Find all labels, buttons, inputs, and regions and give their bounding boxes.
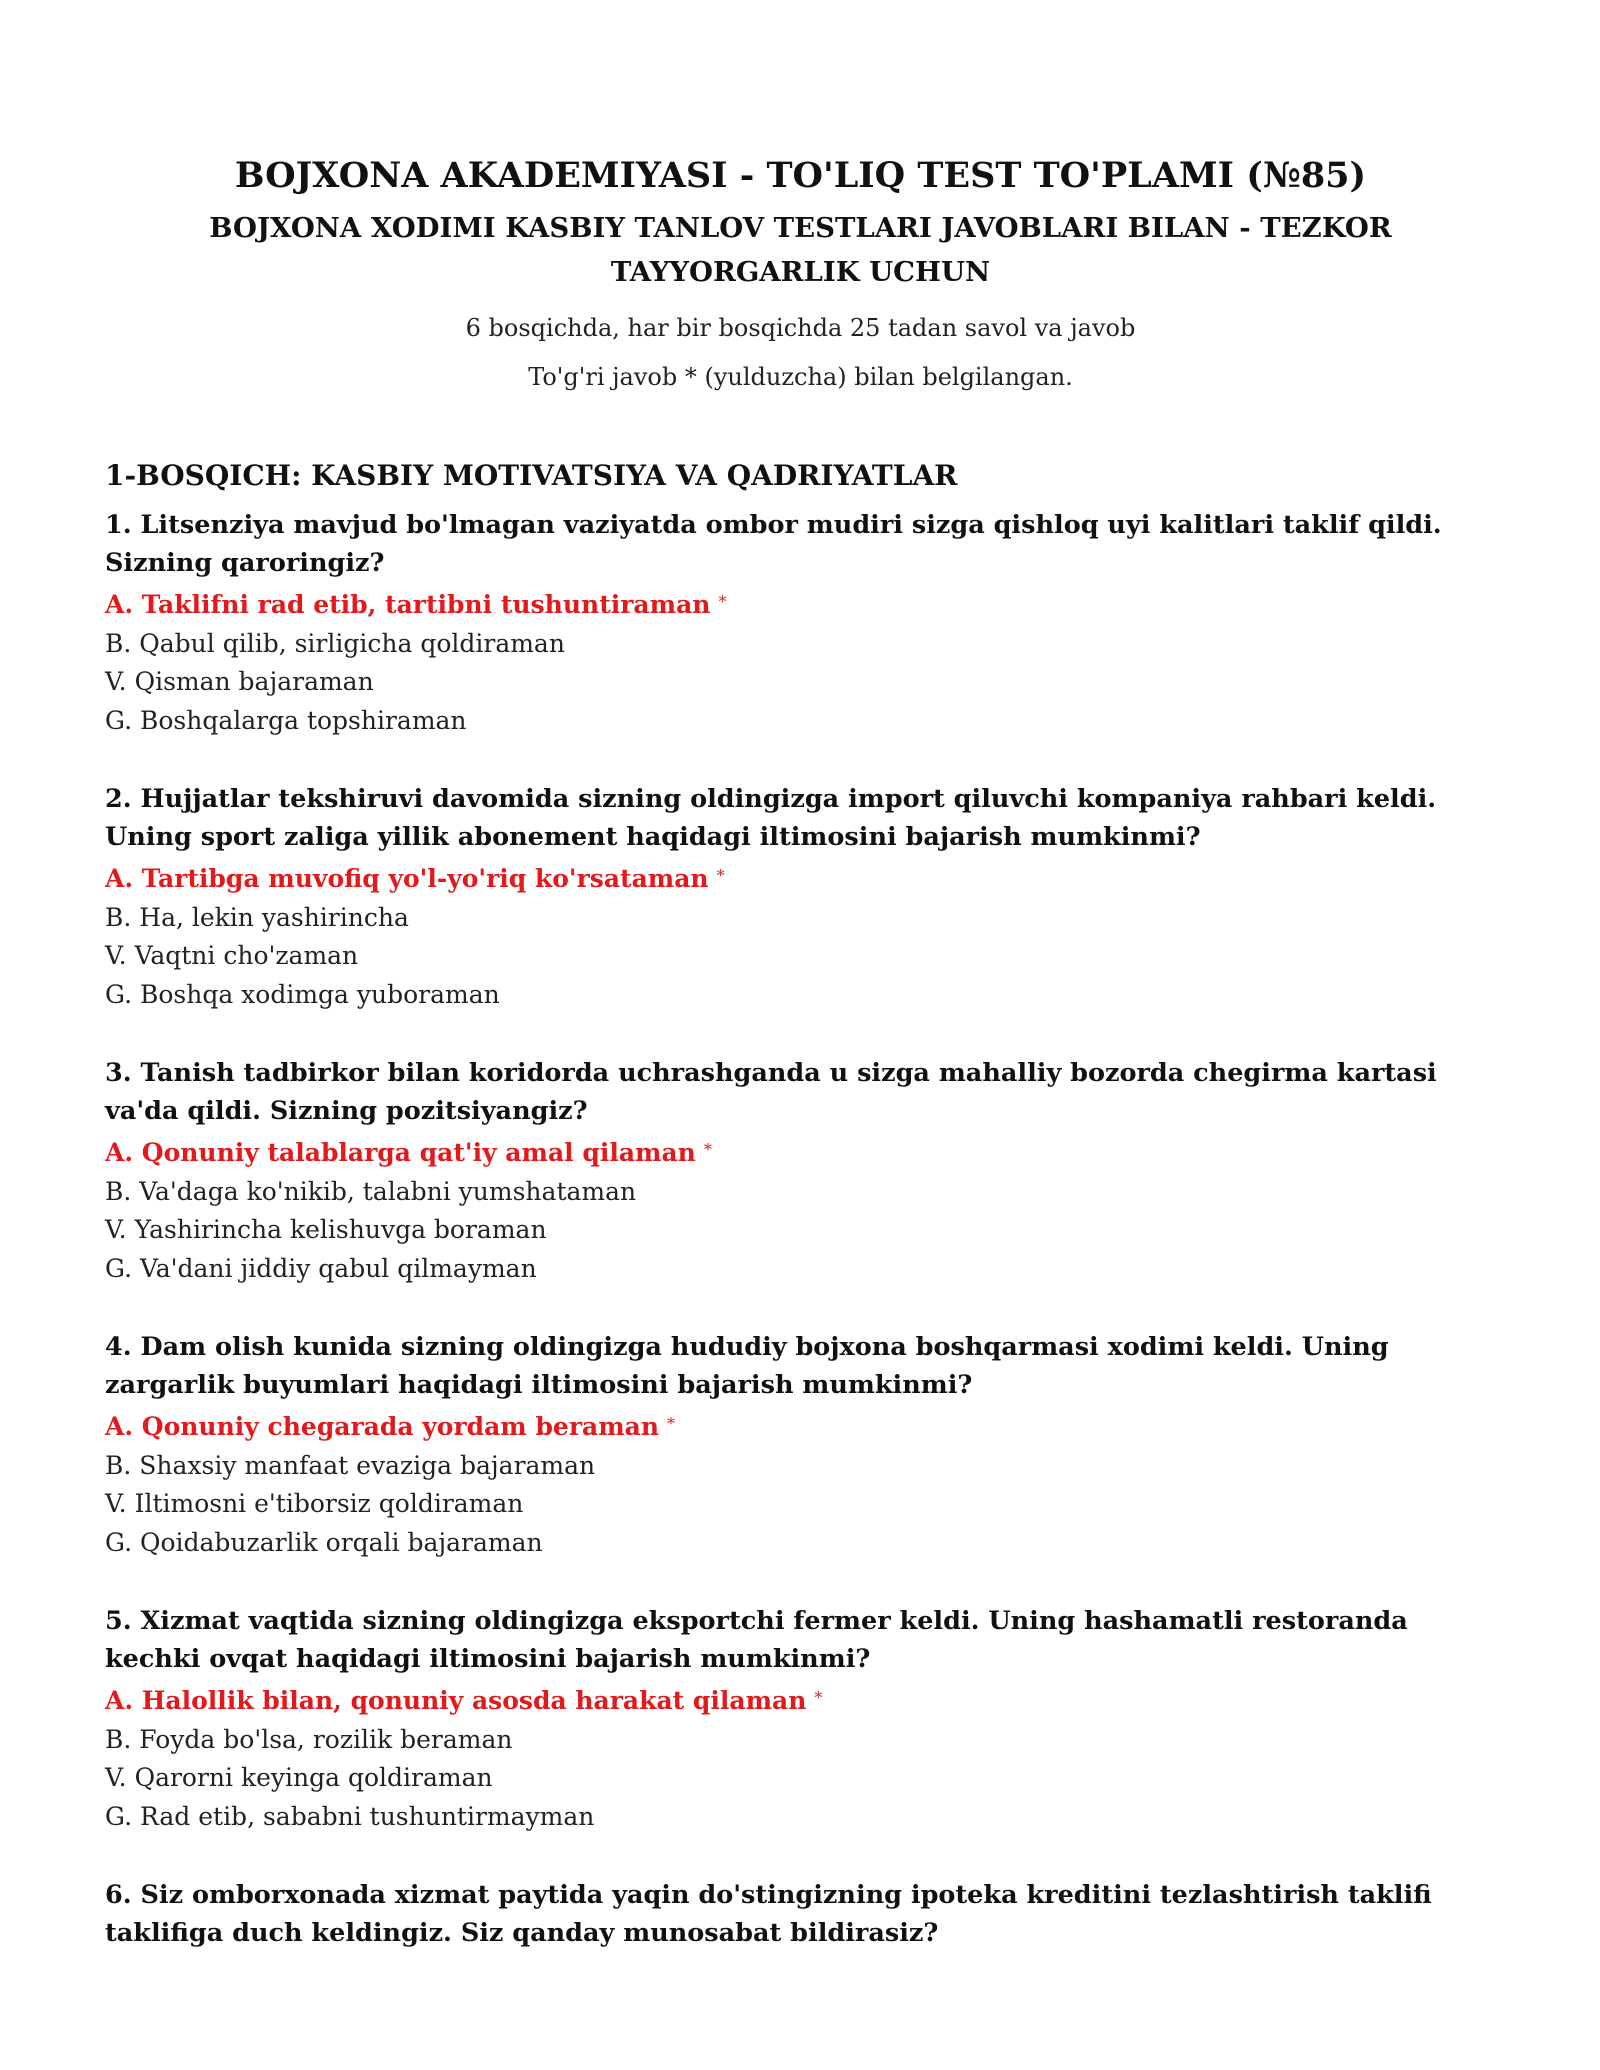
question-block-6 <box>105 1876 1496 1952</box>
asterisk-marker: * <box>667 1414 676 1433</box>
question-text: 3. Tanish tadbirkor bilan koridorda uchrashganda u sizga mahalliy bozorda chegirma kartasi va'da qildi. Sizning pozitsiyangiz? <box>105 1058 1437 1126</box>
info-line-stages: 6 bosqichda, har bir bosqichda 25 tadan savol va javob <box>465 314 1136 342</box>
answer-option: V. Iltimosni e'tiborsiz qoldiraman <box>105 1489 524 1518</box>
answer-option: G. Boshqalarga topshiraman <box>105 705 467 735</box>
question-text: 5. Xizmat vaqtida sizning oldingizga eksportchi fermer keldi. Uning hashamatli restoranda kechki ovqat haqidagi iltimosini bajarish mumkinmi? <box>105 1606 1408 1674</box>
question-block-1 <box>105 506 1496 740</box>
answer-option: B. Foyda bo'lsa, rozilik beraman <box>105 1724 513 1754</box>
correct-answer-option <box>105 857 1496 899</box>
answer-option: B. Va'daga ko'nikib, talabni yumshataman <box>105 1176 637 1206</box>
document-subtitle: BOJXONA XODIMI KASBIY TANLOV TESTLARI JAVOBLARI BILAN - TEZKOR TAYYORGARLIK UCHUN <box>209 212 1392 288</box>
question-text: 1. Litsenziya mavjud bo'lmagan vaziyatda ombor mudiri sizga qishloq uyi kalitlari taklif qildi. Sizning qaroringiz? <box>105 510 1442 578</box>
answer-option: V. Yashirincha kelishuvga boraman <box>105 1215 547 1244</box>
question-block-2 <box>105 780 1496 1014</box>
info-line-answer-key: To'g'ri javob * (yulduzcha) bilan belgilangan. <box>528 363 1073 391</box>
option-text: A. Halollik bilan, qonuniy asosda harakat qilaman <box>105 1686 807 1715</box>
option-text: A. Taklifni rad etib, tartibni tushuntiraman <box>105 590 711 619</box>
question-text: 2. Hujjatlar tekshiruvi davomida sizning oldingizga import qiluvchi kompaniya rahbari keldi. Uning sport zaliga yillik abonement haqidagi iltimosini bajarish mumkinmi? <box>105 784 1437 852</box>
answer-option: V. Vaqtni cho'zaman <box>105 941 359 970</box>
correct-answer-option <box>105 1405 1496 1447</box>
answer-option: V. Qarorni keyinga qoldiraman <box>105 1763 493 1792</box>
asterisk-marker: * <box>814 1688 823 1707</box>
answer-option: G. Rad etib, sababni tushuntirmayman <box>105 1801 595 1831</box>
correct-answer-option <box>105 1679 1496 1721</box>
option-text: A. Qonuniy chegarada yordam beraman <box>105 1412 660 1441</box>
stage-heading: 1-BOSQICH: KASBIY MOTIVATSIYA VA QADRIYATLAR <box>105 459 958 492</box>
option-text: A. Tartibga muvofiq yo'l-yo'riq ko'rsataman <box>105 864 709 893</box>
answer-option: V. Qisman bajaraman <box>105 667 374 696</box>
question-text: 4. Dam olish kunida sizning oldingizga hududiy bojxona boshqarmasi xodimi keldi. Uning zargarlik buyumlari haqidagi iltimosini bajarish mumkinmi? <box>105 1332 1389 1400</box>
question-text: 6. Siz omborxonada xizmat paytida yaqin do'stingizning ipoteka kreditini tezlashtirish taklifi taklifiga duch keldingiz. Siz qanday munosabat bildirasiz? <box>105 1880 1432 1948</box>
answer-option: B. Qabul qilib, sirligicha qoldiraman <box>105 628 565 658</box>
question-block-5 <box>105 1602 1496 1836</box>
asterisk-marker: * <box>703 1140 712 1159</box>
answer-option: B. Ha, lekin yashirincha <box>105 902 409 932</box>
answer-option: G. Boshqa xodimga yuboraman <box>105 979 500 1009</box>
document-title: BOJXONA AKADEMIYASI - TO'LIQ TEST TO'PLAMI (№85) <box>234 155 1367 196</box>
answer-option: B. Shaxsiy manfaat evaziga bajaraman <box>105 1450 596 1480</box>
answer-option: G. Va'dani jiddiy qabul qilmayman <box>105 1253 537 1283</box>
answer-option: G. Qoidabuzarlik orqali bajaraman <box>105 1527 543 1557</box>
asterisk-marker: * <box>716 866 725 885</box>
question-block-3 <box>105 1054 1496 1288</box>
asterisk-marker: * <box>718 592 727 611</box>
question-block-4 <box>105 1328 1496 1562</box>
option-text: A. Qonuniy talablarga qat'iy amal qilaman <box>105 1138 696 1167</box>
correct-answer-option <box>105 1131 1496 1173</box>
correct-answer-option <box>105 583 1496 625</box>
